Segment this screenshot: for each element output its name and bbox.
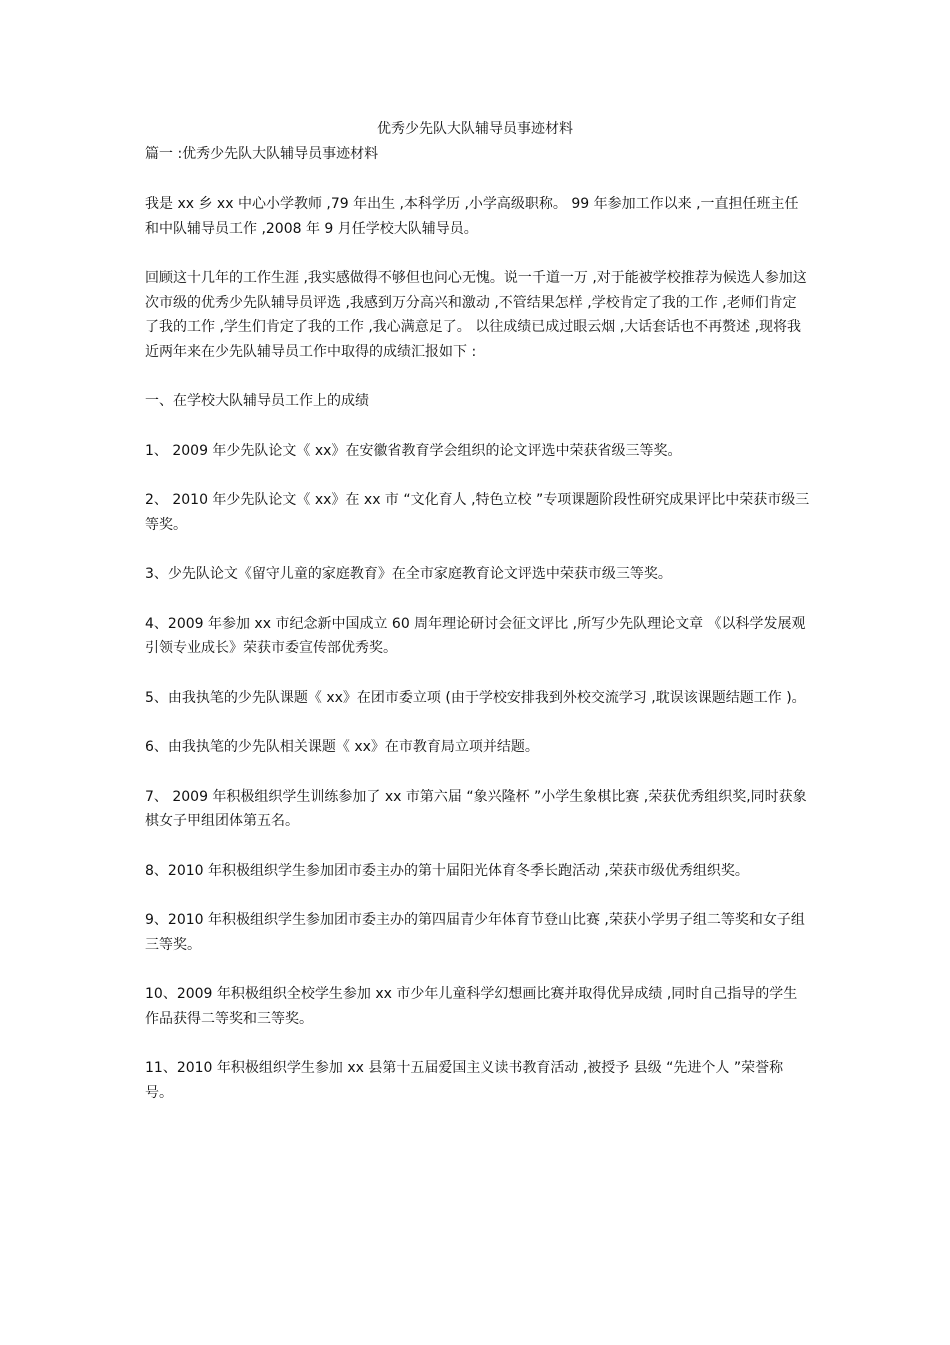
paragraph-intro: 我是 xx 乡 xx 中心小学教师 ,79 年出生 ,本科学历 ,小学高级职称。 99 年参加工作以来 ,一直担任班主任和中队辅导员工作 ,2008 年 9 月任学校大队辅导员。 — [145, 196, 799, 237]
section-heading: 一、在学校大队辅导员工作上的成绩 — [145, 393, 369, 409]
achievement-item: 3、少先队论文《留守儿童的家庭教育》在全市家庭教育论文评选中荣获市级三等奖。 — [145, 566, 672, 582]
achievement-item: 1、 2009 年少先队论文《 xx》在安徽省教育学会组织的论文评选中荣获省级三等奖。 — [145, 442, 682, 459]
achievement-item: 5、由我执笔的少先队课题《 xx》在团市委立项 (由于学校安排我到外校交流学习 ,耽误该课题结题工作 )。 — [145, 689, 806, 706]
document-subtitle: 篇一 :优秀少先队大队辅导员事迹材料 — [145, 146, 379, 162]
achievement-item: 11、2010 年积极组织学生参加 xx 县第十五届爱国主义读书教育活动 ,被授予 县级 “先进个人 ”荣誉称号。 — [145, 1060, 784, 1101]
achievement-item: 9、2010 年积极组织学生参加团市委主办的第四届青少年体育节登山比赛 ,荣获小学男子组二等奖和女子组三等奖。 — [145, 912, 805, 953]
achievement-item: 8、2010 年积极组织学生参加团市委主办的第十届阳光体育冬季长跑活动 ,荣获市级优秀组织奖。 — [145, 862, 749, 879]
achievement-item: 7、 2009 年积极组织学生训练参加了 xx 市第六届 “象兴隆杯 ”小学生象棋比赛 ,荣获优秀组织奖,同时获象棋女子甲组团体第五名。 — [145, 788, 807, 829]
document-title: 优秀少先队大队辅导员事迹材料 — [377, 121, 573, 137]
document-body — [145, 192, 810, 1130]
paragraph-review: 回顾这十几年的工作生涯 ,我实感做得不够但也问心无愧。说一千道一万 ,对于能被学校推荐为候选人参加这次市级的优秀少先队辅导员评选 ,我感到万分高兴和激动 ,不管结果怎样 ,学校肯定了我的工作 ,老师们肯定了我的工作 ,学生们肯定了我的工作 ,我心满意足了。 以往成绩已成过眼云烟 ,大话套话也不再赘述 ,现将我近两年来在少先队辅导员工作中取得的成绩汇报如下 : — [145, 270, 807, 360]
achievement-item: 6、由我执笔的少先队相关课题《 xx》在市教育局立项并结题。 — [145, 739, 539, 755]
achievement-item: 2、 2010 年少先队论文《 xx》在 xx 市 “文化育人 ,特色立校 ”专项课题阶段性研究成果评比中荣获市级三等奖。 — [145, 492, 810, 533]
achievement-item: 10、2009 年积极组织全校学生参加 xx 市少年儿童科学幻想画比赛并取得优异成绩 ,同时自己指导的学生作品获得二等奖和三等奖。 — [145, 986, 798, 1027]
achievement-item: 4、2009 年参加 xx 市纪念新中国成立 60 周年理论研讨会征文评比 ,所写少先队理论文章 《以科学发展观引领专业成长》荣获市委宣传部优秀奖。 — [145, 615, 806, 656]
